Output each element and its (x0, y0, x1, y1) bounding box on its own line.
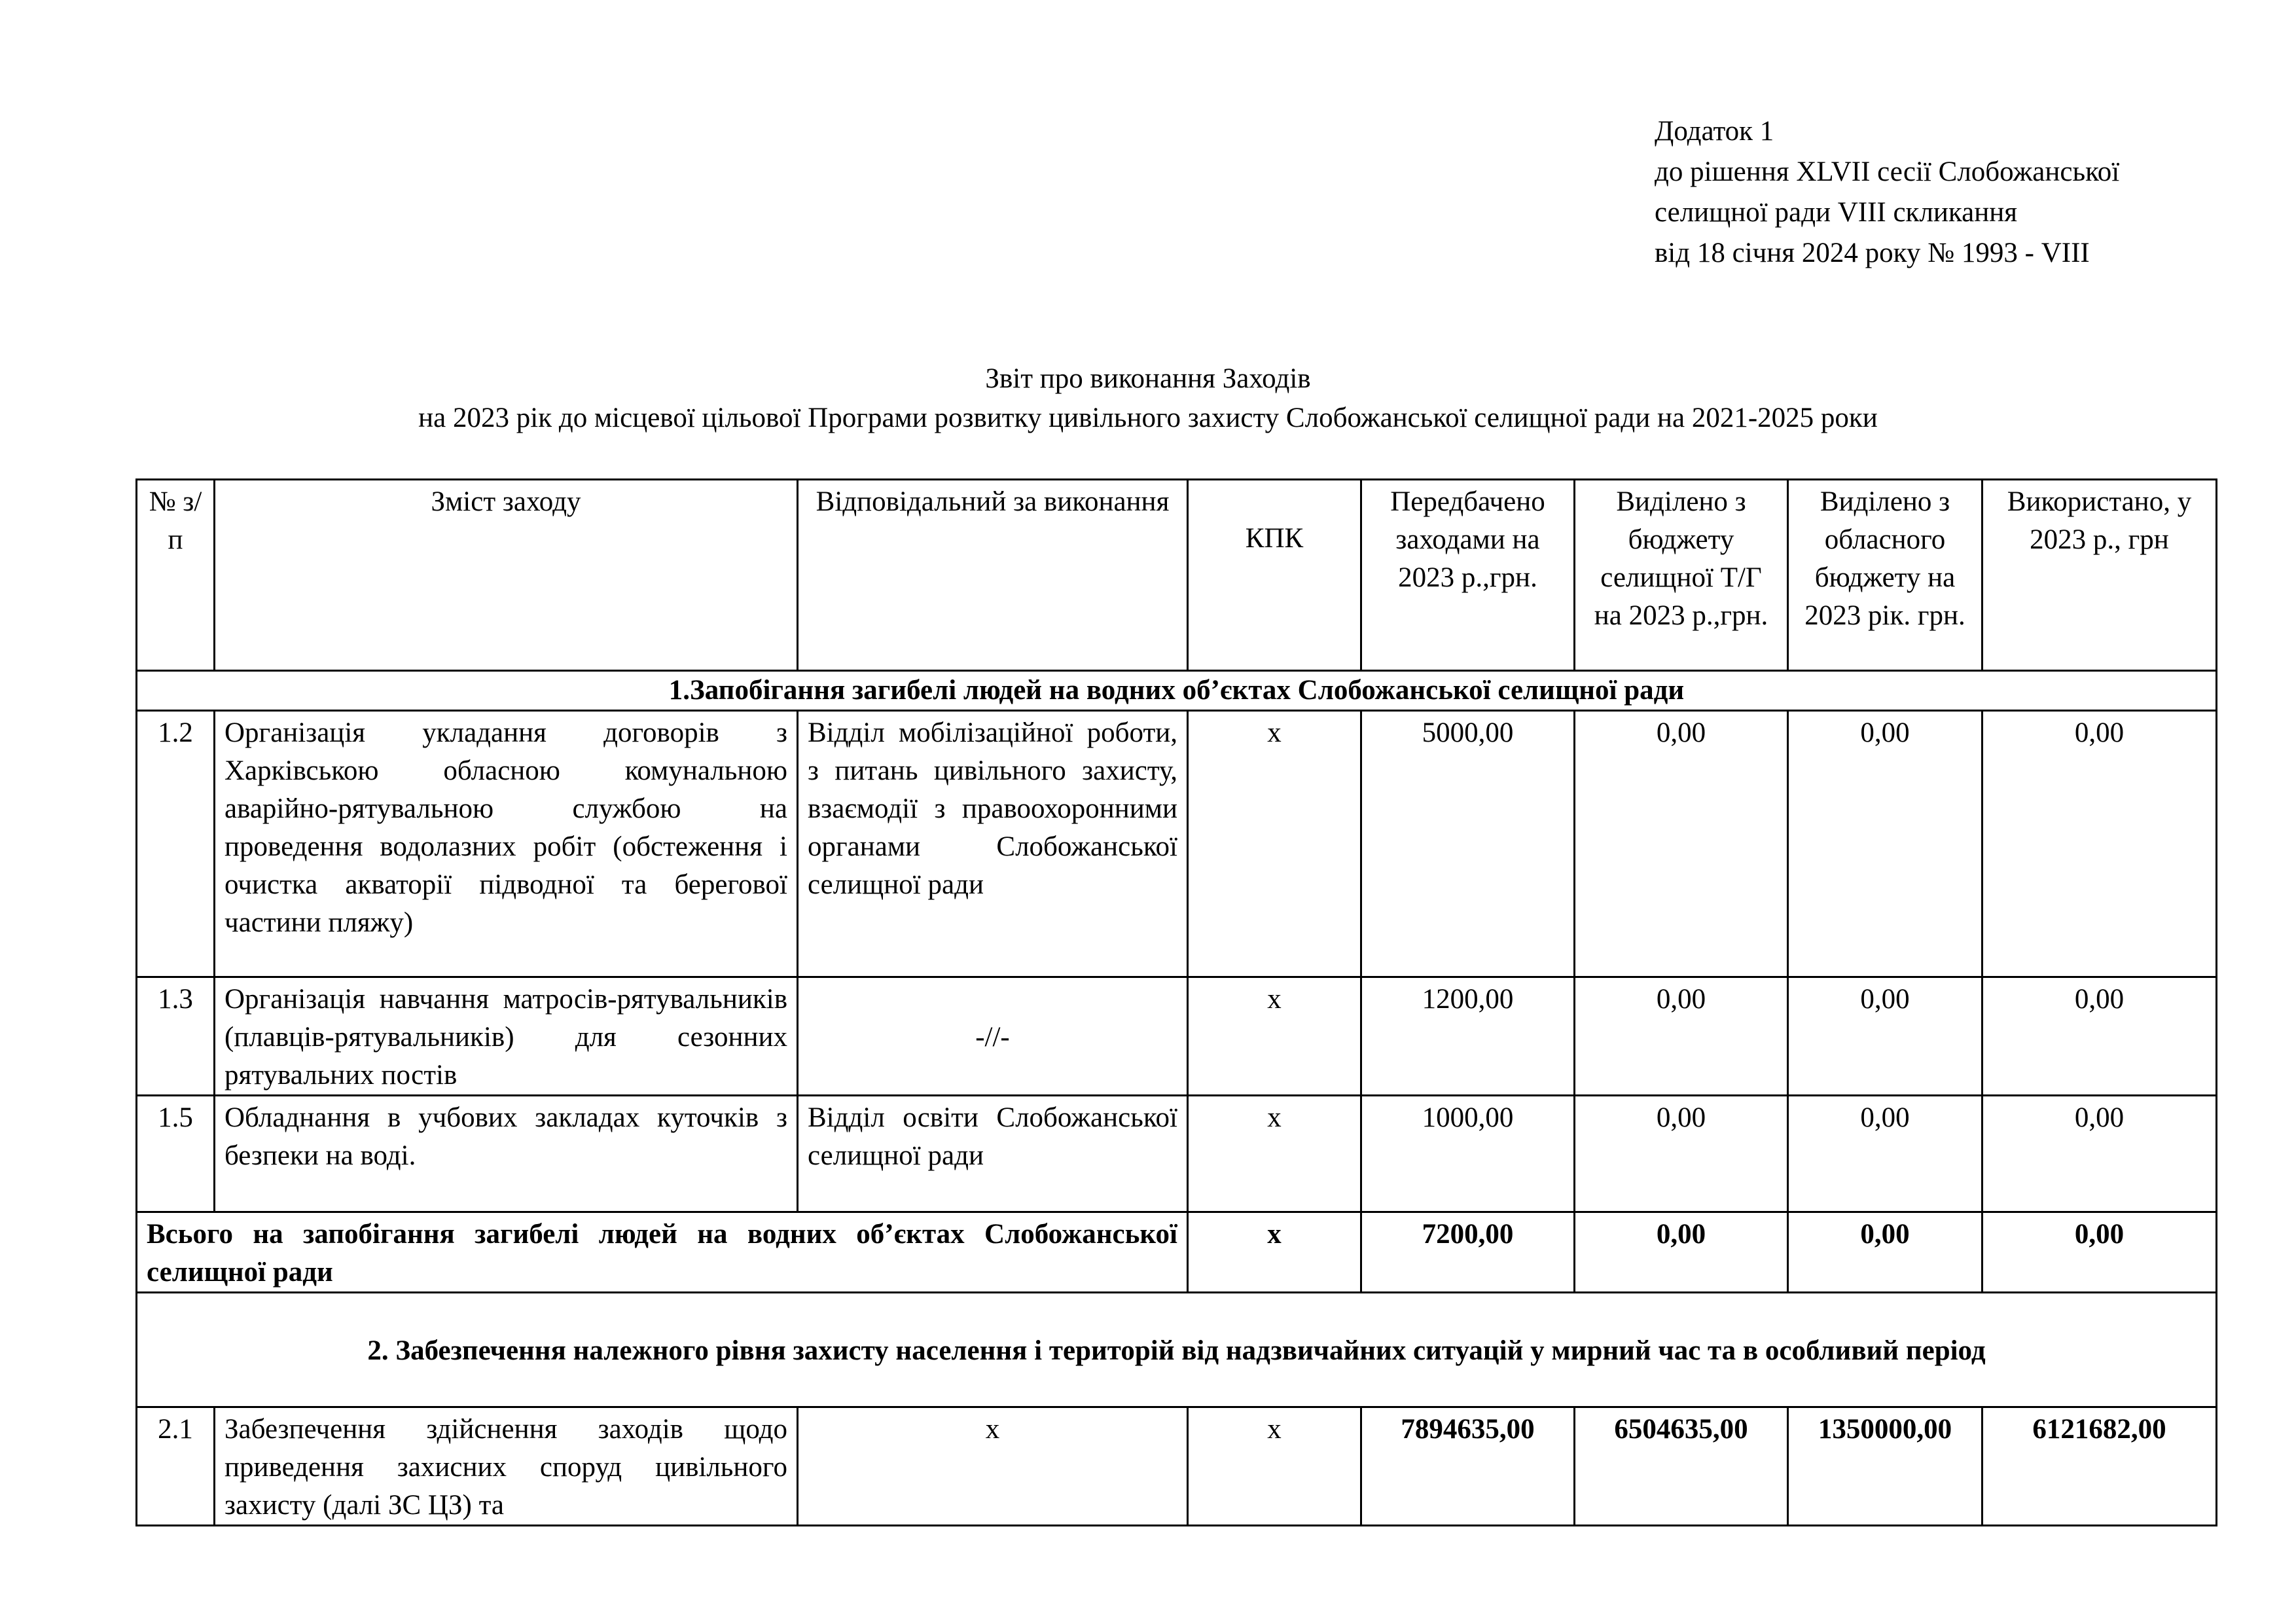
annex-line: від 18 січня 2024 року № 1993 - VIII (1655, 238, 2090, 268)
row-responsible: Відділ мобілізаційної роботи, з питань цивільного захисту, взаємодії з правоохоронними органами Слобожанської селищної ради (798, 711, 1188, 977)
row-planned: 1000,00 (1361, 1096, 1575, 1212)
row-responsible: х (798, 1407, 1188, 1526)
annex-line: Додаток 1 (1655, 116, 1774, 147)
total-kpk: х (1188, 1212, 1361, 1293)
header-local-budget: Виділено з бюджету селищної Т/Г на 2023 р.,грн. (1575, 480, 1788, 671)
row-regional: 0,00 (1788, 711, 1982, 977)
row-local: 0,00 (1575, 1096, 1788, 1212)
row-kpk: х (1188, 711, 1361, 977)
row-kpk: х (1188, 977, 1361, 1096)
total-used: 0,00 (1982, 1212, 2217, 1293)
annex-line: до рішення XLVII сесії Слобожанської (1655, 156, 2120, 187)
table-row (137, 1407, 2217, 1526)
row-num: 1.5 (137, 1096, 215, 1212)
row-used: 0,00 (1982, 711, 2217, 977)
row-regional: 1350000,00 (1788, 1407, 1982, 1526)
row-content: Забезпечення здійснення заходів щодо приведення захисних споруд цивільного захисту (далі ЗС ЦЗ) та (215, 1407, 798, 1526)
row-local: 6504635,00 (1575, 1407, 1788, 1526)
row-local: 0,00 (1575, 977, 1788, 1096)
row-planned: 5000,00 (1361, 711, 1575, 977)
section-row (137, 1293, 2217, 1407)
total-label: Всього на запобігання загибелі людей на водних об’єктах Слобожанської селищної ради (137, 1212, 1188, 1293)
section-2-title: 2. Забезпечення належного рівня захисту населення і територій від надзвичайних ситуацій у мирний час та в особливий період (137, 1293, 2217, 1407)
header-responsible: Відповідальний за виконання (798, 480, 1188, 671)
row-kpk: х (1188, 1407, 1361, 1526)
row-num: 2.1 (137, 1407, 215, 1526)
total-planned: 7200,00 (1361, 1212, 1575, 1293)
row-content: Організація навчання матросів-рятувальників (плавців-рятувальників) для сезонних рятувальних постів (215, 977, 798, 1096)
annex-line: селищної ради VIII скликання (1655, 197, 2018, 228)
title-line-2: на 2023 рік до місцевої цільової Програми розвитку цивільного захисту Слобожанської селищної ради на 2021-2025 роки (418, 403, 1878, 433)
section-1-title: 1.Запобігання загибелі людей на водних об’єктах Слобожанської селищної ради (137, 671, 2217, 711)
row-responsible: Відділ освіти Слобожанської селищної ради (798, 1096, 1188, 1212)
row-content: Організація укладання договорів з Харківською обласною комунальною аварійно-рятувальною службою на проведення водолазних робіт (обстеження і очистка акваторії підводної та берегової частини пляжу) (215, 711, 798, 977)
total-regional: 0,00 (1788, 1212, 1982, 1293)
header-content: Зміст заходу (215, 480, 798, 671)
annex-block (1655, 113, 2119, 275)
header-planned: Передбачено заходами на 2023 р.,грн. (1361, 480, 1575, 671)
table-row (137, 977, 2217, 1096)
report-table (135, 478, 2217, 1526)
row-kpk: х (1188, 1096, 1361, 1212)
row-responsible: -//- (798, 977, 1188, 1096)
row-content: Обладнання в учбових закладах куточків з безпеки на воді. (215, 1096, 798, 1212)
total-local: 0,00 (1575, 1212, 1788, 1293)
header-regional-budget: Виділено з обласного бюджету на 2023 рік. грн. (1788, 480, 1982, 671)
row-used: 6121682,00 (1982, 1407, 2217, 1526)
row-num: 1.3 (137, 977, 215, 1096)
row-used: 0,00 (1982, 1096, 2217, 1212)
row-used: 0,00 (1982, 977, 2217, 1096)
header-kpk: КПК (1188, 480, 1361, 671)
total-row (137, 1212, 2217, 1293)
row-num: 1.2 (137, 711, 215, 977)
header-used: Використано, у 2023 р., грн (1982, 480, 2217, 671)
header-row (137, 480, 2217, 671)
row-regional: 0,00 (1788, 977, 1982, 1096)
header-num: № з/п (137, 480, 215, 671)
table-row (137, 711, 2217, 977)
row-local: 0,00 (1575, 711, 1788, 977)
document-title (0, 360, 2296, 439)
table-row (137, 1096, 2217, 1212)
section-row (137, 671, 2217, 711)
row-planned: 7894635,00 (1361, 1407, 1575, 1526)
row-planned: 1200,00 (1361, 977, 1575, 1096)
row-regional: 0,00 (1788, 1096, 1982, 1212)
title-line-1: Звіт про виконання Заходів (985, 363, 1311, 394)
